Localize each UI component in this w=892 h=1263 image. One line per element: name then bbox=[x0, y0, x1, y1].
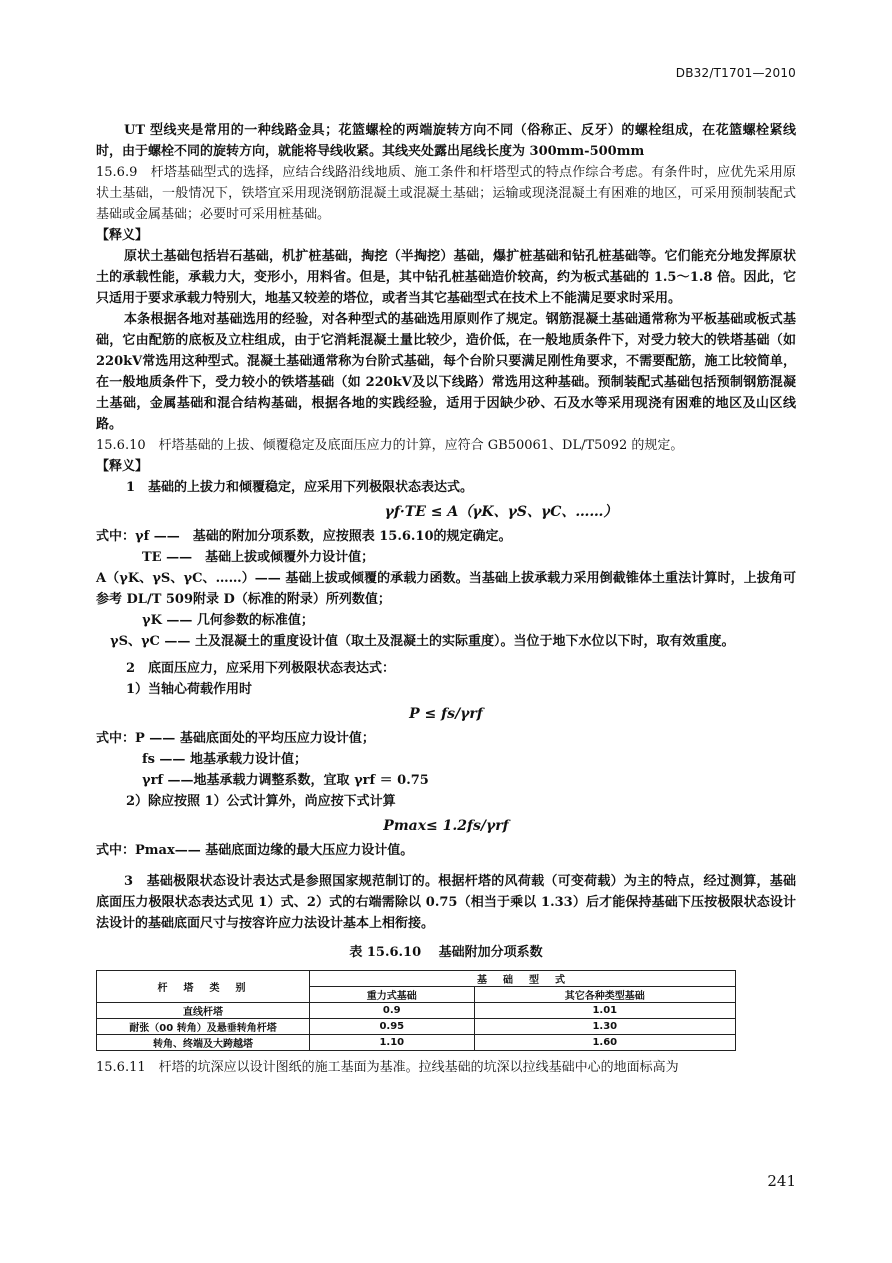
table-row bbox=[97, 1035, 736, 1051]
table-cell-gravity: 0.95 bbox=[310, 1019, 475, 1035]
formula-variable-definition: γK —— 几何参数的标准值； bbox=[142, 613, 314, 628]
page-body bbox=[96, 120, 796, 1078]
table-header-gravity: 重力式基础 bbox=[310, 987, 475, 1003]
table-cell-gravity: 1.10 bbox=[310, 1035, 475, 1051]
formula-variable-definition: 式中：P —— 基础底面处的平均压应力设计值； bbox=[96, 731, 375, 746]
formula-max-pressure: Pmax≤ 1.2fs/γrf bbox=[383, 818, 509, 834]
clause-15-6-11: 15.6.11 杆塔的坑深应以设计图纸的施工基面为基准。拉线基础的坑深以拉线基础中心的地面标高为 bbox=[96, 1060, 679, 1075]
formula-axial-pressure: P ≤ fs/γrf bbox=[409, 706, 483, 722]
item-2-sub-2: 2）除应按照 1）公式计算外，尚应按下式计算 bbox=[126, 794, 396, 809]
note-paragraph: 原状土基础包括岩石基础，机扩桩基础，掏挖（半掏挖）基础，爆扩桩基础和钻孔桩基础等。它们能充分地发挥原状土的承载性能，承载力大，变形小，用料省。但是，其中钻孔桩基础造价较高，约为板式基础的 1.5～1.8 倍。因此，它只适用于要求承载力特别大，地基又较差的塔位，或者当其它基础型式在技术上不能满足要求时采用。 bbox=[96, 249, 796, 306]
page-number: 241 bbox=[767, 1172, 796, 1190]
clause-15-6-9: 15.6.9 杆塔基础型式的选择，应结合线路沿线地质、施工条件和杆塔型式的特点作综合考虑。有条件时，应优先采用原状土基础，一般情况下，铁塔宜采用现浇钢筋混凝土或混凝土基础；运输或现浇混凝土有困难的地区，可采用预制装配式基础或金属基础；必要时可采用桩基础。 bbox=[96, 165, 796, 222]
note-label: 【释义】 bbox=[96, 459, 149, 474]
formula-variable-definition: TE —— 基础上拔或倾覆外力设计值； bbox=[142, 550, 375, 565]
standard-code: DB32/T1701—2010 bbox=[675, 66, 796, 80]
paragraph-ut-clamp: UT 型线夹是常用的一种线路金具；花篮螺栓的两端旋转方向不同（俗称正、反牙）的螺栓组成，在花篮螺栓紧线时，由于螺栓不同的旋转方向，就能将导线收紧。其线夹处露出尾线长度为 300mm-500mm bbox=[96, 123, 796, 159]
note-label: 【释义】 bbox=[96, 228, 149, 243]
formula-variable-definition: γS、γC —— 土及混凝土的重度设计值（取土及混凝土的实际重度）。当位于地下水位以下时，取有效重度。 bbox=[110, 634, 735, 649]
item-3-paragraph: 3 基础极限状态设计表达式是参照国家规范制订的。根据杆塔的风荷载（可变荷载）为主的特点，经过测算，基础底面压力极限状态表达式见 1）式、2）式的右端需除以 0.75（相当于乘以 1.33）后才能保持基础下压按极限状态设计法设计的基础底面尺寸与按容许应力法设计基本上相衔接。 bbox=[96, 874, 796, 931]
table-header-tower-type: 杆 塔 类 别 bbox=[97, 971, 310, 1003]
clause-15-6-10: 15.6.10 杆塔基础的上拔、倾覆稳定及底面压应力的计算，应符合 GB50061、DL/T5092 的规定。 bbox=[96, 438, 684, 453]
coefficient-table bbox=[96, 970, 736, 1051]
table-row bbox=[97, 1003, 736, 1019]
table-cell-type: 转角、终端及大跨越塔 bbox=[97, 1035, 310, 1051]
table-title: 表 15.6.10 基础附加分项系数 bbox=[349, 945, 543, 960]
item-2-title: 2 底面压应力，应采用下列极限状态表达式： bbox=[126, 661, 396, 676]
formula-variable-definition: fs —— 地基承载力设计值； bbox=[142, 752, 307, 767]
table-cell-type: 直线杆塔 bbox=[97, 1003, 310, 1019]
table-cell-gravity: 0.9 bbox=[310, 1003, 475, 1019]
table-cell-type: 耐张（00 转角）及悬垂转角杆塔 bbox=[97, 1019, 310, 1035]
formula-variable-definition: A（γK、γS、γC、……）—— 基础上拔或倾覆的承载力函数。当基础上拔承载力采用倒截锥体土重法计算时，上拔角可参考 DL/T 509附录 D（标准的附录）所列数值； bbox=[96, 571, 796, 607]
table-header-other: 其它各种类型基础 bbox=[474, 987, 735, 1003]
formula-variable-definition: γrf ——地基承载力调整系数，宜取 γrf ＝ 0.75 bbox=[142, 773, 429, 788]
item-1-title: 1 基础的上拔力和倾覆稳定，应采用下列极限状态表达式。 bbox=[126, 480, 474, 495]
table-header-row bbox=[97, 971, 736, 987]
table-cell-other: 1.30 bbox=[474, 1019, 735, 1035]
table-header-foundation-type: 基 础 型 式 bbox=[310, 971, 736, 987]
formula-uplift: γf·TE ≤ A（γK、γS、γC、……） bbox=[384, 504, 618, 520]
formula-variable-definition: 式中：Pmax—— 基础底面边缘的最大压应力设计值。 bbox=[96, 843, 414, 858]
note-paragraph: 本条根据各地对基础选用的经验，对各种型式的基础选用原则作了规定。钢筋混凝土基础通常称为平板基础或板式基础，它由配筋的底板及立柱组成，由于它消耗混凝土量比较少，造价低，在一般地质条件下，对受力较大的铁塔基础（如 220kV常选用这种型式。混凝土基础通常称为台阶式基础，每个台阶只要满足刚性角要求，不需要配筋，施工比较简单，在一般地质条件下，受力较小的铁塔基础（如 220kV及以下线路）常选用这种基础。预制装配式基础包括预制钢筋混凝土基础，金属基础和混合结构基础，根据各地的实践经验，适用于因缺少砂、石及水等采用现浇有困难的地区及山区线路。 bbox=[96, 312, 796, 432]
table-cell-other: 1.60 bbox=[474, 1035, 735, 1051]
item-2-sub-1: 1）当轴心荷载作用时 bbox=[126, 682, 253, 697]
formula-variable-definition: 式中：γf —— 基础的附加分项系数，应按照表 15.6.10的规定确定。 bbox=[96, 529, 512, 544]
table-cell-other: 1.01 bbox=[474, 1003, 735, 1019]
table-row bbox=[97, 1019, 736, 1035]
